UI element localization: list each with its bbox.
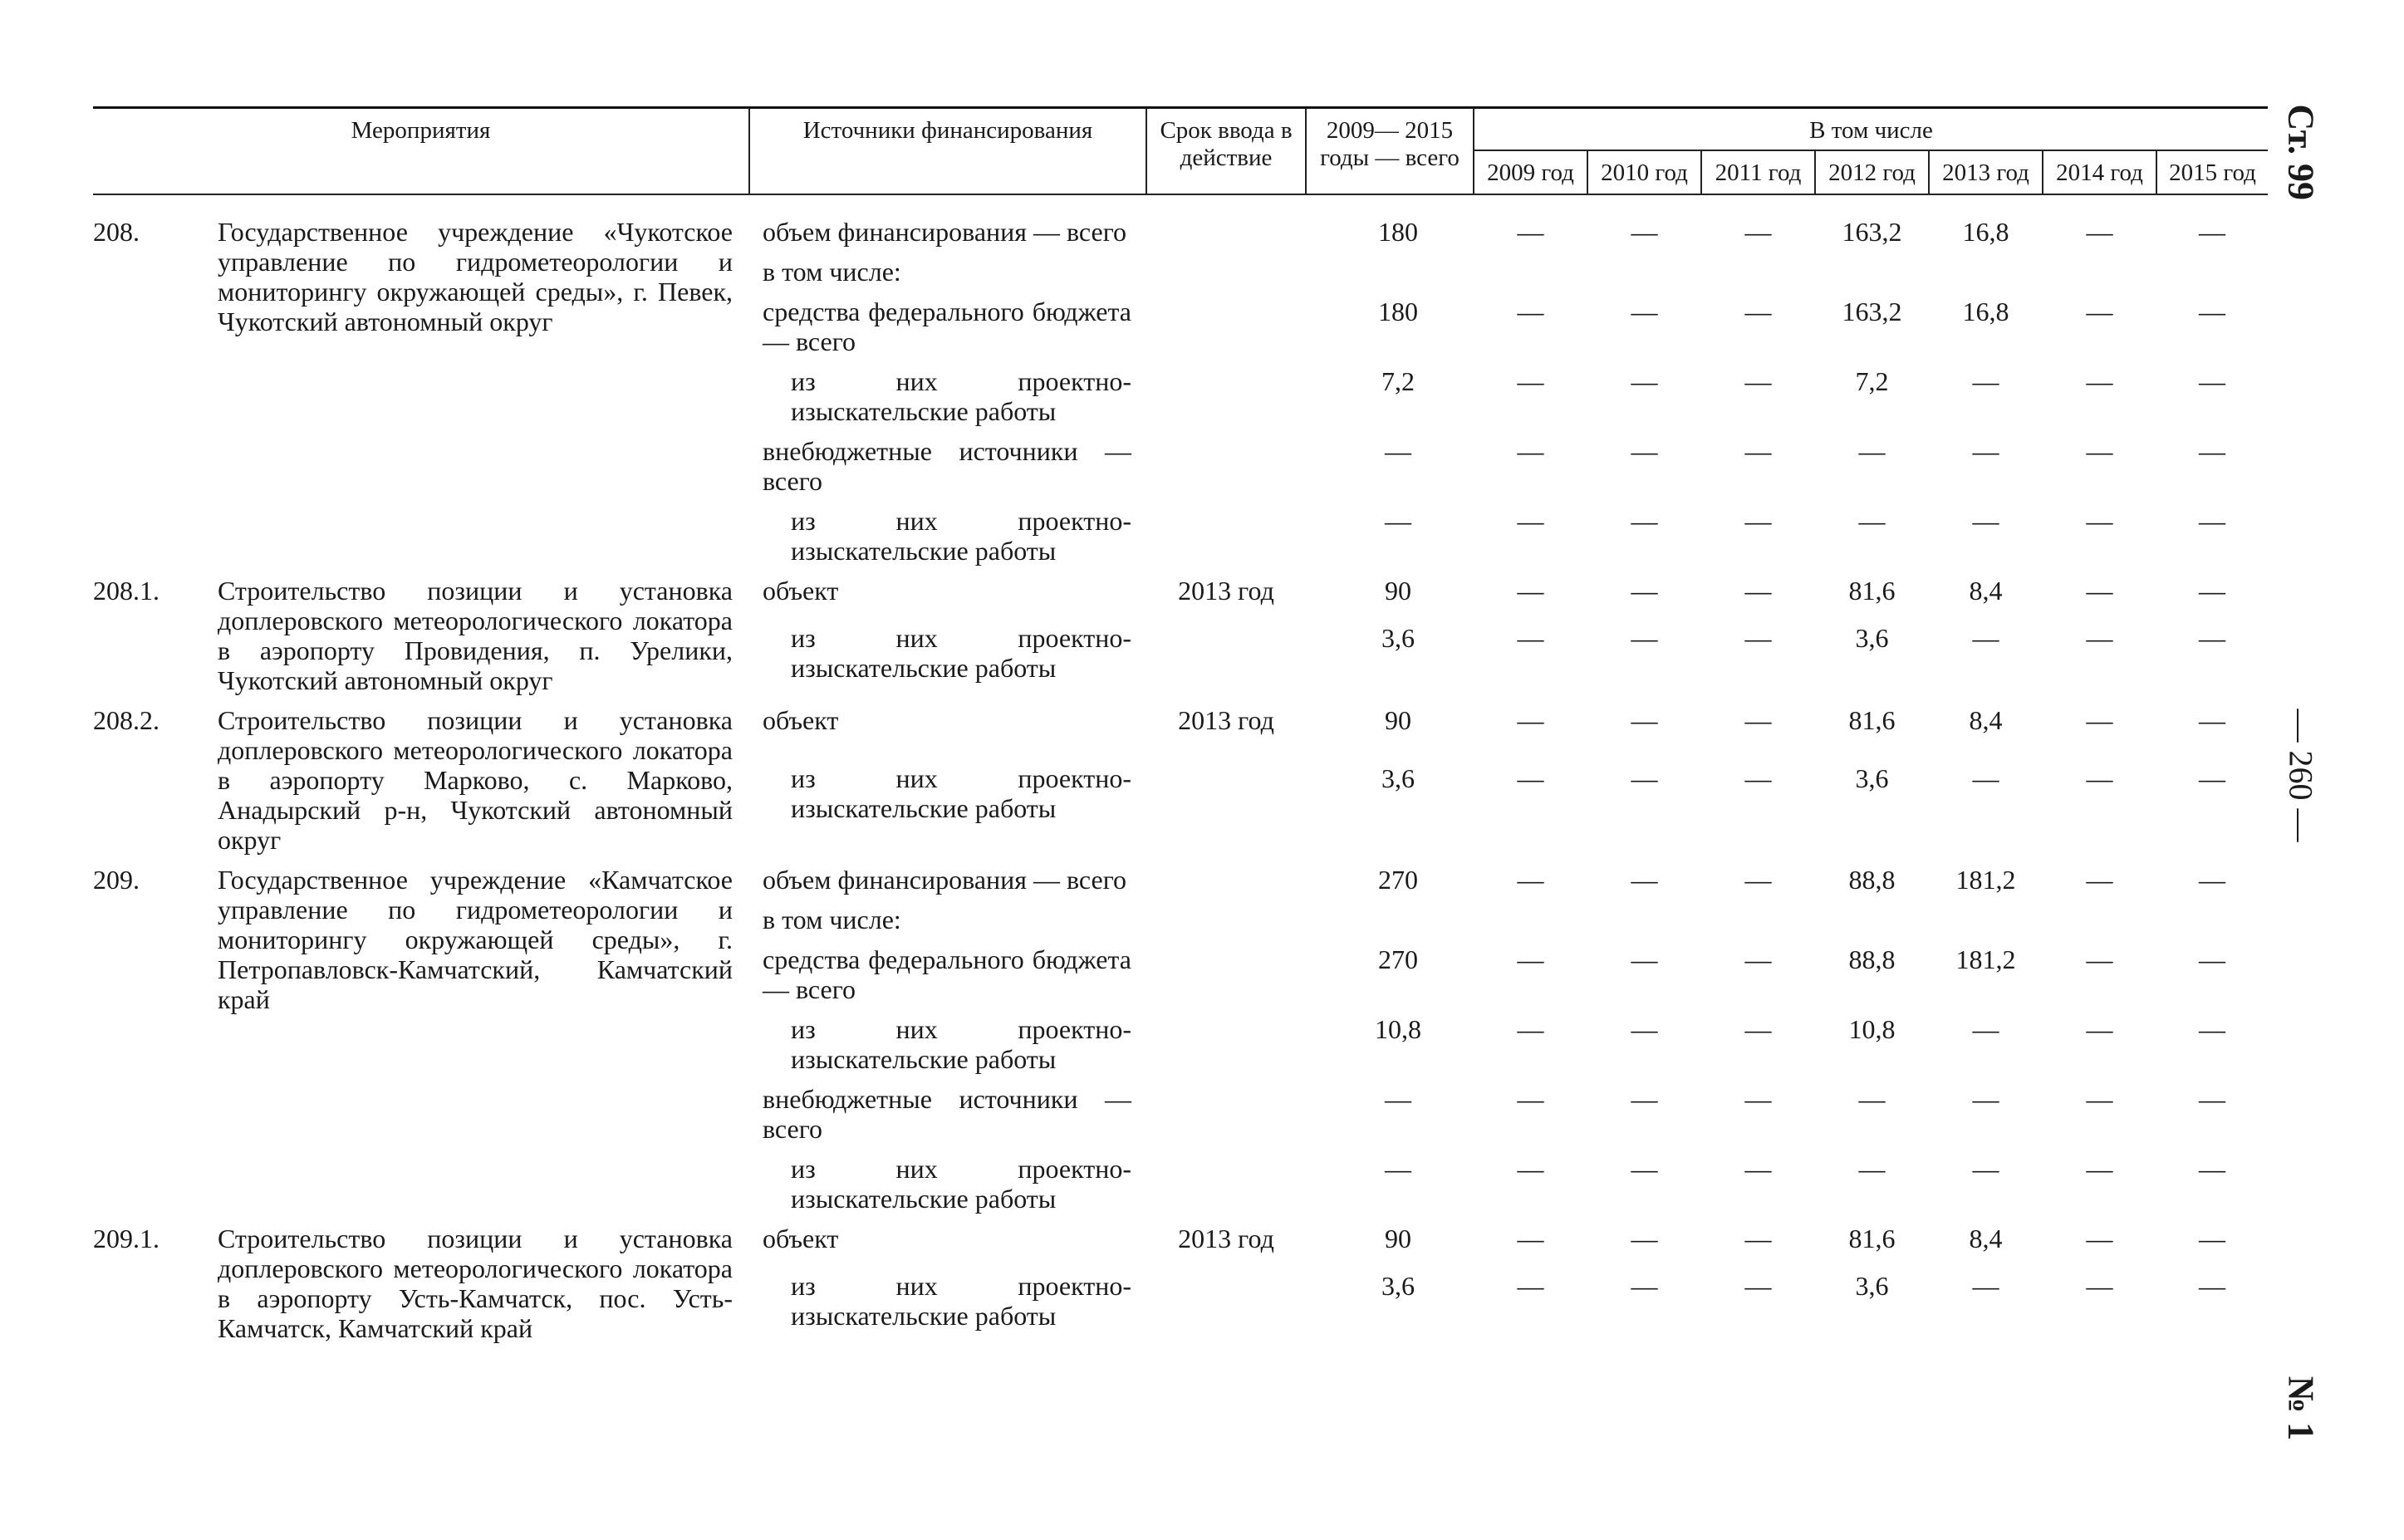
year-amount: — — [2199, 1014, 2226, 1044]
year-amount: — — [2086, 366, 2113, 396]
year-amount: — — [1744, 1154, 1772, 1184]
item-number: 209. — [93, 865, 140, 895]
year-amount: — — [1972, 763, 1999, 793]
item-number: 208.2. — [93, 705, 159, 735]
year-amount: 8,4 — [1969, 576, 2003, 606]
total-amount: — — [1385, 436, 1411, 466]
commissioning-term — [1146, 194, 1306, 247]
table-row — [93, 194, 2268, 247]
year-amount: 88,8 — [1848, 944, 1896, 974]
year-amount: — — [2086, 622, 2113, 653]
year-amount: — — [2199, 506, 2226, 536]
year-amount: 8,4 — [1969, 1224, 2003, 1253]
header-term: Срок ввода в действие — [1146, 108, 1306, 195]
page-ref: Ст. 99 — [2280, 104, 2322, 200]
year-amount: 181,2 — [1955, 944, 2016, 974]
commissioning-term — [1146, 356, 1306, 426]
total-amount: 270 — [1378, 944, 1418, 974]
year-amount: — — [1744, 297, 1772, 326]
header-year: 2010 год — [1587, 150, 1701, 194]
year-amount: — — [2199, 1224, 2226, 1253]
commissioning-term — [1146, 1004, 1306, 1074]
funding-source: в том числе: — [763, 905, 901, 934]
year-amount — [2156, 895, 2268, 934]
year-amount: — — [1631, 622, 1658, 653]
year-amount: — — [1517, 763, 1544, 793]
commissioning-term: 2013 год — [1178, 1224, 1274, 1253]
year-amount: — — [2199, 944, 2226, 974]
year-amount: — — [1631, 297, 1658, 326]
year-amount: — — [1744, 865, 1772, 895]
year-amount: — — [1517, 1224, 1544, 1253]
funding-source: объем финансирования — всего — [763, 217, 1127, 247]
year-amount: — — [1517, 1270, 1544, 1301]
year-amount: — — [2086, 1154, 2113, 1184]
year-amount: — — [1631, 763, 1658, 793]
year-amount: — — [2086, 763, 2113, 793]
year-amount — [1815, 247, 1929, 287]
commissioning-term — [1146, 1144, 1306, 1214]
year-amount: — — [1744, 1014, 1772, 1044]
year-amount: — — [1858, 436, 1886, 466]
year-amount: — — [2199, 436, 2226, 466]
total-amount: 10,8 — [1375, 1014, 1421, 1044]
year-amount: — — [2086, 1270, 2113, 1301]
total-amount: — — [1385, 1084, 1411, 1114]
year-amount: — — [1744, 705, 1772, 735]
year-amount — [1587, 895, 1701, 934]
year-amount: — — [2086, 217, 2113, 247]
year-amount: — — [1631, 944, 1658, 974]
year-amount: — — [1631, 217, 1658, 247]
year-amount: — — [1744, 1084, 1772, 1114]
issue-number: № 1 — [2280, 1376, 2322, 1441]
year-amount: — — [1631, 1224, 1658, 1253]
year-amount: 3,6 — [1855, 763, 1889, 793]
year-amount: — — [1858, 1084, 1886, 1114]
table-row — [93, 855, 2268, 895]
year-amount: — — [1744, 1224, 1772, 1253]
total-amount: — — [1385, 1154, 1411, 1184]
header-including: В том числе — [1474, 108, 2268, 151]
year-amount — [1474, 247, 1587, 287]
year-amount: 3,6 — [1855, 622, 1889, 653]
year-amount: — — [1631, 705, 1658, 735]
funding-source: внебюджетные источники — всего — [763, 1084, 1131, 1144]
table-body — [93, 194, 2268, 1343]
header-year: 2015 год — [2156, 150, 2268, 194]
item-description: Государственное учреждение «Камчатское управление по гидрометеорологии и мониторингу окружающей среды», г. Петропавловск-Камчатский, Камчатский край — [218, 865, 733, 1014]
funding-source: из них проектно-изыскательские работы — [791, 366, 1131, 426]
year-amount: — — [1517, 705, 1544, 735]
table-row — [93, 566, 2268, 613]
total-amount: 3,6 — [1381, 1270, 1415, 1301]
commissioning-term — [1146, 895, 1306, 934]
funding-source: из них проектно-изыскательские работы — [791, 1270, 1131, 1331]
commissioning-term — [1146, 1261, 1306, 1343]
item-description: Строительство позиции и установка доплеровского метеорологического локатора в аэропорту Провидения, п. Урелики, Чукотский автономный округ — [218, 576, 733, 695]
year-amount: — — [2086, 1084, 2113, 1114]
total-amount: 90 — [1385, 576, 1411, 606]
total-amount: 3,6 — [1381, 763, 1415, 793]
commissioning-term — [1146, 496, 1306, 566]
header-year: 2014 год — [2043, 150, 2156, 194]
year-amount: — — [1744, 436, 1772, 466]
year-amount: — — [1517, 436, 1544, 466]
year-amount: — — [1517, 622, 1544, 653]
year-amount: 3,6 — [1855, 1270, 1889, 1301]
year-amount — [1701, 247, 1815, 287]
table-row — [93, 1214, 2268, 1261]
year-amount: 10,8 — [1848, 1014, 1896, 1044]
total-amount: 270 — [1378, 865, 1418, 895]
header-year: 2012 год — [1815, 150, 1929, 194]
commissioning-term — [1146, 855, 1306, 895]
year-amount: — — [2086, 865, 2113, 895]
header-total: 2009— 2015 годы — всего — [1306, 108, 1474, 195]
header-sources: Источники финансирования — [749, 108, 1146, 195]
table-row — [93, 695, 2268, 753]
total-amount: 3,6 — [1381, 622, 1415, 653]
year-amount: — — [1972, 1014, 1999, 1044]
year-amount: — — [1744, 366, 1772, 396]
year-amount: — — [2199, 705, 2226, 735]
funding-source: из них проектно-изыскательские работы — [791, 763, 1131, 823]
item-description: Государственное учреждение «Чукотское управление по гидрометеорологии и мониторингу окружающей среды», г. Певек, Чукотский автономный округ — [218, 217, 733, 336]
header-events: Мероприятия — [93, 108, 749, 195]
year-amount: — — [1631, 1270, 1658, 1301]
year-amount — [2043, 247, 2156, 287]
year-amount: — — [1972, 622, 1999, 653]
total-amount: 180 — [1378, 217, 1418, 247]
page-number: — 260 — — [2282, 709, 2320, 842]
year-amount: 8,4 — [1969, 705, 2003, 735]
year-amount: — — [1517, 944, 1544, 974]
total-amount: — — [1385, 506, 1411, 536]
total-amount — [1306, 247, 1474, 287]
year-amount: — — [1631, 1014, 1658, 1044]
item-number: 209.1. — [93, 1224, 159, 1253]
funding-source: из них проектно-изыскательские работы — [791, 506, 1131, 566]
item-description: Строительство позиции и установка доплеровского метеорологического локатора в аэропорту Усть-Камчатск, пос. Усть-Камчатск, Камчатский край — [218, 1224, 733, 1343]
year-amount — [1929, 247, 2043, 287]
funding-source: из них проектно-изыскательские работы — [791, 622, 1131, 683]
year-amount: — — [1517, 1154, 1544, 1184]
year-amount: — — [1858, 506, 1886, 536]
funding-source: объем финансирования — всего — [763, 865, 1127, 895]
year-amount: 81,6 — [1848, 1224, 1896, 1253]
year-amount: — — [1631, 436, 1658, 466]
year-amount: — — [1972, 436, 1999, 466]
total-amount: 7,2 — [1381, 366, 1415, 396]
commissioning-term — [1146, 247, 1306, 287]
year-amount: — — [1631, 576, 1658, 606]
year-amount: — — [1517, 506, 1544, 536]
year-amount: 181,2 — [1955, 865, 2016, 895]
year-amount: — — [2086, 1224, 2113, 1253]
funding-source: объект — [763, 1224, 839, 1253]
item-number: 208. — [93, 217, 140, 247]
year-amount: 7,2 — [1855, 366, 1889, 396]
year-amount — [1701, 895, 1815, 934]
item-number: 208.1. — [93, 576, 159, 606]
year-amount: — — [2199, 217, 2226, 247]
year-amount: 163,2 — [1842, 297, 1902, 326]
total-amount — [1306, 895, 1474, 934]
year-amount: 81,6 — [1848, 705, 1896, 735]
year-amount: 88,8 — [1848, 865, 1896, 895]
year-amount: — — [1517, 297, 1544, 326]
year-amount: — — [1631, 1154, 1658, 1184]
year-amount: — — [2199, 763, 2226, 793]
item-description: Строительство позиции и установка доплеровского метеорологического локатора в аэропорту Марково, с. Марково, Анадырский р-н, Чукотский автономный округ — [218, 705, 733, 855]
year-amount: 81,6 — [1848, 576, 1896, 606]
year-amount: — — [2086, 436, 2113, 466]
year-amount: — — [2086, 576, 2113, 606]
commissioning-term — [1146, 613, 1306, 695]
year-amount: — — [1972, 1154, 1999, 1184]
commissioning-term — [1146, 1074, 1306, 1144]
total-amount: 180 — [1378, 297, 1418, 326]
year-amount: — — [1631, 366, 1658, 396]
year-amount: — — [2199, 865, 2226, 895]
year-amount: — — [1972, 506, 1999, 536]
year-amount: — — [1972, 1084, 1999, 1114]
total-amount: 90 — [1385, 1224, 1411, 1253]
year-amount: — — [1744, 217, 1772, 247]
year-amount — [2043, 895, 2156, 934]
year-amount: — — [1744, 622, 1772, 653]
year-amount: — — [1517, 576, 1544, 606]
year-amount — [1474, 895, 1587, 934]
funding-source: из них проектно-изыскательские работы — [791, 1154, 1131, 1214]
year-amount: — — [2086, 1014, 2113, 1044]
funding-source: объект — [763, 705, 839, 735]
year-amount: — — [1517, 865, 1544, 895]
year-amount: — — [1972, 1270, 1999, 1301]
header-year: 2013 год — [1929, 150, 2043, 194]
year-amount: — — [1517, 1084, 1544, 1114]
year-amount: 16,8 — [1962, 297, 2009, 326]
year-amount: — — [2086, 705, 2113, 735]
commissioning-term — [1146, 753, 1306, 855]
year-amount: — — [2199, 1154, 2226, 1184]
commissioning-term — [1146, 426, 1306, 496]
funding-source: средства федерального бюджета — всего — [763, 297, 1131, 356]
year-amount: — — [1744, 944, 1772, 974]
year-amount: — — [1972, 366, 1999, 396]
financing-table — [93, 106, 2268, 1343]
header-year: 2009 год — [1474, 150, 1587, 194]
funding-source: в том числе: — [763, 257, 901, 287]
total-amount: 90 — [1385, 705, 1411, 735]
commissioning-term — [1146, 934, 1306, 1004]
year-amount: — — [2199, 576, 2226, 606]
year-amount — [1815, 895, 1929, 934]
year-amount: — — [1631, 865, 1658, 895]
year-amount: — — [2199, 1084, 2226, 1114]
year-amount: — — [2086, 944, 2113, 974]
commissioning-term: 2013 год — [1178, 705, 1274, 735]
funding-source: объект — [763, 576, 839, 606]
year-amount: — — [1517, 366, 1544, 396]
year-amount — [1929, 895, 2043, 934]
commissioning-term — [1146, 287, 1306, 356]
header-year: 2011 год — [1701, 150, 1815, 194]
funding-source: из них проектно-изыскательские работы — [791, 1014, 1131, 1074]
year-amount: — — [2199, 366, 2226, 396]
year-amount: — — [1858, 1154, 1886, 1184]
year-amount — [2156, 247, 2268, 287]
year-amount: — — [1517, 1014, 1544, 1044]
year-amount: — — [2086, 506, 2113, 536]
year-amount: — — [2199, 622, 2226, 653]
year-amount: 16,8 — [1962, 217, 2009, 247]
year-amount: — — [1631, 1084, 1658, 1114]
year-amount: — — [2199, 1270, 2226, 1301]
year-amount: — — [1744, 576, 1772, 606]
year-amount — [1587, 247, 1701, 287]
year-amount: — — [1744, 506, 1772, 536]
year-amount: — — [2086, 297, 2113, 326]
year-amount: — — [1631, 506, 1658, 536]
year-amount: — — [1744, 1270, 1772, 1301]
year-amount: — — [1517, 217, 1544, 247]
funding-source: внебюджетные источники — всего — [763, 436, 1131, 496]
commissioning-term: 2013 год — [1178, 576, 1274, 606]
year-amount: — — [2199, 297, 2226, 326]
year-amount: — — [1744, 763, 1772, 793]
year-amount: 163,2 — [1842, 217, 1902, 247]
funding-source: средства федерального бюджета — всего — [763, 944, 1131, 1004]
